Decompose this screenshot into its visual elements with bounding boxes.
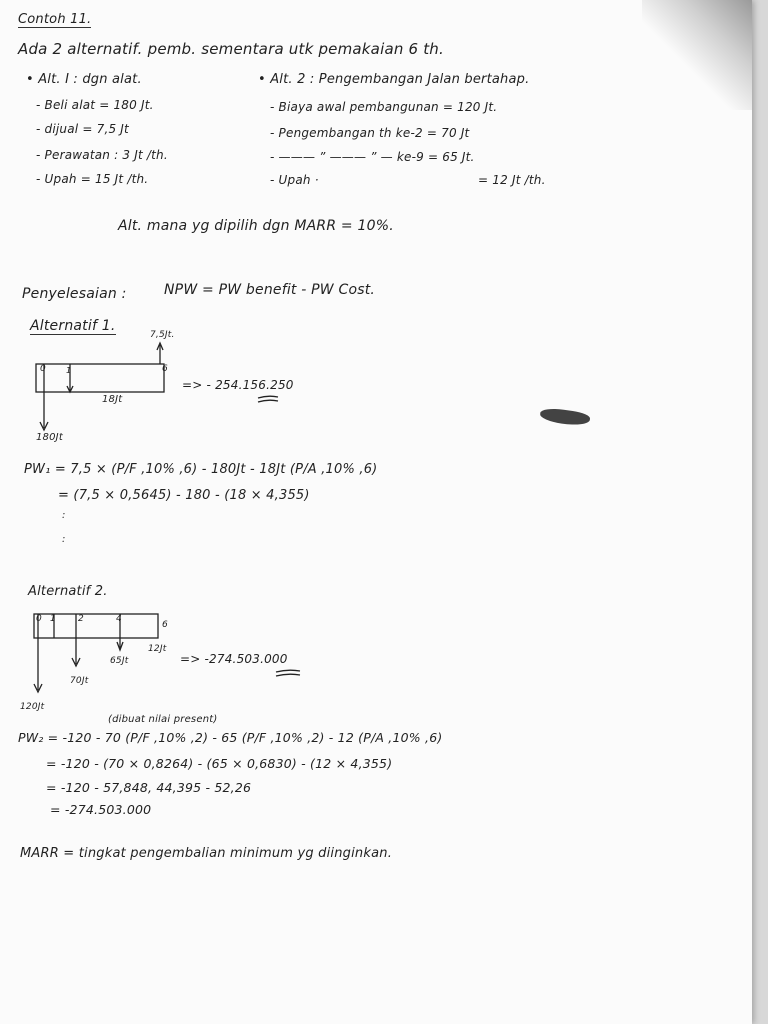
alt1-result: => - 254.156.250 (182, 378, 294, 392)
alt1-top-value: 7,5Jt. (150, 330, 175, 340)
alt1-line-4: - Upah = 15 Jt /th. (36, 172, 149, 186)
alt1-line-3: - Perawatan : 3 Jt /th. (36, 148, 168, 162)
alt2-calc-2: = -120 - (70 × 0,8264) - (65 × 0,6830) - (12 × 4,355) (46, 756, 393, 771)
intro-text: Ada 2 alternatif. pemb. sementara utk pemakaian 6 th. (18, 40, 444, 58)
alt1-line-1: - Beli alat = 180 Jt. (36, 98, 154, 112)
alt2-calc-3: = -120 - 57,848, 44,395 - 52,26 (46, 780, 252, 795)
alt1-calc-4: : (62, 534, 66, 545)
alt2-result-underline (276, 670, 300, 676)
alt2-title: • Alt. 2 : Pengembangan Jalan bertahap. (258, 72, 530, 87)
npw-formula: NPW = PW benefit - PW Cost. (164, 282, 376, 298)
alt1-node-0: 0 (40, 364, 46, 374)
alt2-line-5: = 12 Jt /th. (478, 173, 546, 187)
heading: Contoh 11. (18, 12, 92, 27)
marr-definition: MARR = tingkat pengembalian minimum yg diinginkan. (20, 846, 393, 861)
alt2-node-6: 6 (162, 620, 168, 630)
alt1-time-box (36, 364, 164, 392)
alt2-node-2: 2 (78, 614, 84, 624)
alt1-node-6: 6 (162, 364, 168, 374)
question-text: Alt. mana yg dipilih dgn MARR = 10%. (118, 218, 394, 234)
alt1-result-underline (258, 396, 278, 402)
alt1-annuity-label: 18Jt (102, 394, 123, 405)
alternatif2-label: Alternatif 2. (28, 584, 108, 599)
alt1-node-1: 1 (66, 366, 72, 375)
alt2-value-12: 12Jt (148, 644, 167, 654)
alt2-value-70: 70Jt (70, 676, 89, 686)
alt2-line-2: - Pengembangan th ke-2 = 70 Jt (270, 126, 470, 140)
alt2-value-65: 65Jt (110, 656, 129, 666)
alt1-line-2: - dijual = 7,5 Jt (36, 122, 129, 136)
alt1-calc-3: : (62, 510, 66, 521)
alt1-calc-2: = (7,5 × 0,5645) - 180 - (18 × 4,355) (58, 488, 310, 503)
alt1-initial-label: 180Jt (36, 432, 63, 443)
alt2-result: => -274.503.000 (180, 652, 288, 666)
alt2-line-4: - Upah · (270, 173, 319, 187)
alt2-node-0: 0 (36, 614, 42, 624)
alt2-note: (dibuat nilai present) (108, 714, 218, 725)
alt2-line-3: - ——— ” ——— ” — ke-9 = 65 Jt. (270, 150, 475, 164)
alt2-node-1: 1 (50, 614, 56, 624)
alt1-title: • Alt. I : dgn alat. (26, 72, 142, 87)
solution-label: Penyelesaian : (22, 286, 127, 302)
alt2-calc-1: PW₂ = -120 - 70 (P/F ,10% ,2) - 65 (P/F ,10% ,2) - 12 (P/A ,10% ,6) (18, 730, 443, 745)
alt2-calc-4: = -274.503.000 (50, 802, 152, 817)
alt2-value-120: 120Jt (20, 702, 45, 712)
alternatif1-label: Alternatif 1. (30, 318, 116, 334)
alt2-line-1: - Biaya awal pembangunan = 120 Jt. (270, 100, 498, 114)
alt2-node-4: 4 (116, 614, 122, 624)
alt1-calc-1: PW₁ = 7,5 × (P/F ,10% ,6) - 180Jt - 18Jt (P/A ,10% ,6) (24, 462, 378, 477)
